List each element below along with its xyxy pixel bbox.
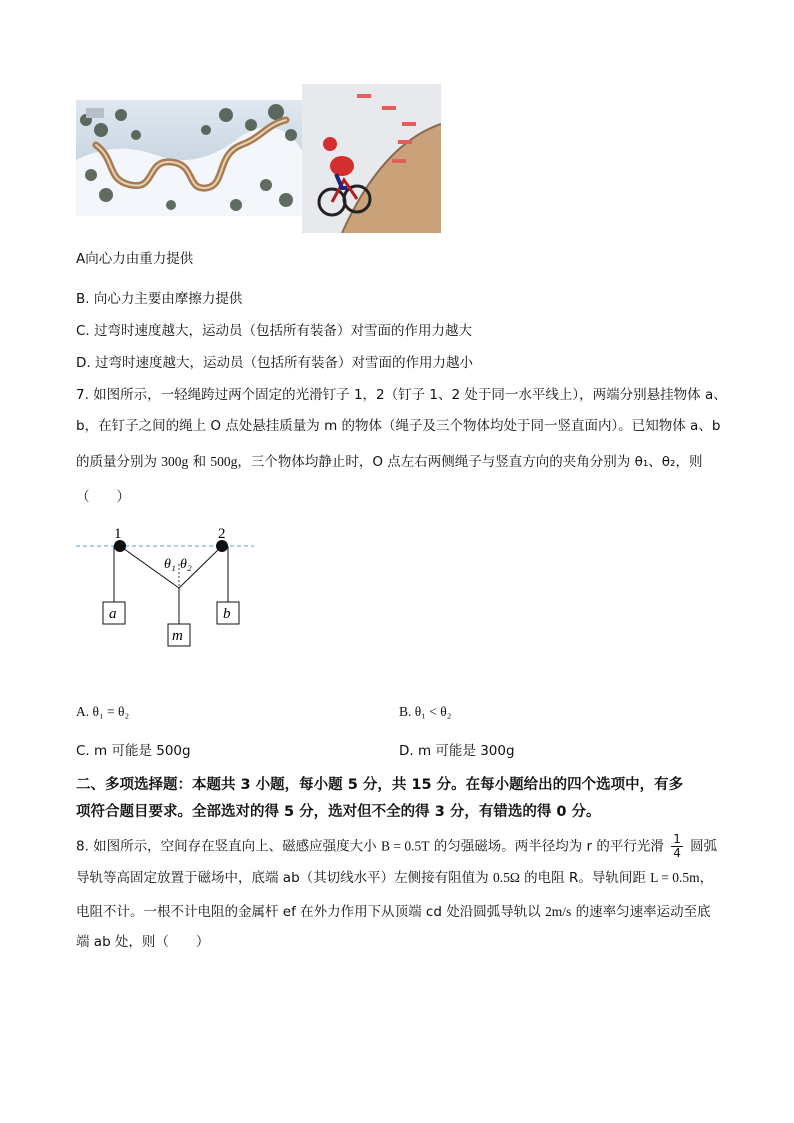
q7-option-a: A. θ₁ = θ₂ [76, 704, 130, 719]
mass-a: 300g [161, 454, 189, 469]
box-a-label: a [109, 606, 117, 622]
section2-line2: 项符合题目要求。全部选对的得 5 分，选对但不全的得 3 分，有错选的得 0 分。 [76, 804, 601, 820]
q7-paren: （ ） [76, 489, 130, 505]
box-b-label: b [223, 606, 231, 622]
speed-value: 2m/s [545, 904, 572, 919]
nail-2-label: 2 [218, 526, 226, 542]
section2-line1: 二、多项选择题：本题共 3 小题，每小题 5 分，共 15 分。在每小题给出的四个选项中，有多 [76, 777, 684, 793]
ski-track-photo [76, 100, 302, 216]
option-c: C. 过弯时速度越大，运动员（包括所有装备）对雪面的作用力越大 [76, 323, 473, 339]
option-b: B. 向心力主要由摩擦力提供 [76, 291, 243, 307]
box-m-label: m [172, 628, 183, 644]
q7-line3: 的质量分别为 300g 和 500g，三个物体均静止时，O 点左右两侧绳子与竖直方向的夹角分别为 θ₁、θ₂，则 [76, 454, 703, 470]
q8-line2: 导轨等高固定放置于磁场中，底端 ab（其切线水平）左侧接有阻值为 0.5Ω 的电阻 R。导轨间距 L = 0.5m， [76, 870, 714, 886]
b-field-value: B = 0.5T [380, 838, 430, 854]
quarter-fraction: $\frac{1}{4}$ [673, 832, 681, 860]
nail-1-label: 1 [114, 526, 122, 542]
mass-b: 500g [210, 454, 238, 469]
q7-line1: 7. 如图所示，一轻绳跨过两个固定的光滑钉子 1，2（钉子 1、2 处于同一水平线上），两端分别悬挂物体 a、 [76, 387, 727, 403]
spacing-value: L = 0.5m [650, 870, 700, 885]
option-a: A向心力由重力提供 [76, 251, 194, 267]
q8-line3: 电阻不计。一根不计电阻的金属杆 ef 在外力作用下从顶端 cd 处沿圆弧导轨以 2m/s 的速率匀速率运动至底 [76, 904, 711, 920]
velodrome-cyclist-photo [302, 84, 441, 233]
theta2-label: θ₂ [180, 557, 192, 572]
option-d: D. 过弯时速度越大，运动员（包括所有装备）对雪面的作用力越小 [76, 355, 473, 371]
pulley-diagram [70, 518, 270, 653]
resistance-value: 0.5Ω [492, 870, 520, 885]
q7-option-b: B. θ₁ < θ₂ [399, 704, 452, 719]
q8-line4: 端 ab 处，则（ ） [76, 934, 210, 950]
q7-option-d: D. m 可能是 300g [399, 743, 515, 759]
theta1-label: θ₁ [164, 557, 176, 572]
q7-option-c: C. m 可能是 500g [76, 743, 191, 759]
q8-line1: 8. 如图所示，空间存在竖直向上、磁感应强度大小 B = 0.5T 的匀强磁场。两半径均为 r 的平行光滑 $\frac{1}{4}$ 圆弧 [76, 832, 718, 860]
q7-line2: b，在钉子之间的绳上 O 点处悬挂质量为 m 的物体（绳子及三个物体均处于同一竖直面内）。已知物体 a、b [76, 418, 721, 434]
